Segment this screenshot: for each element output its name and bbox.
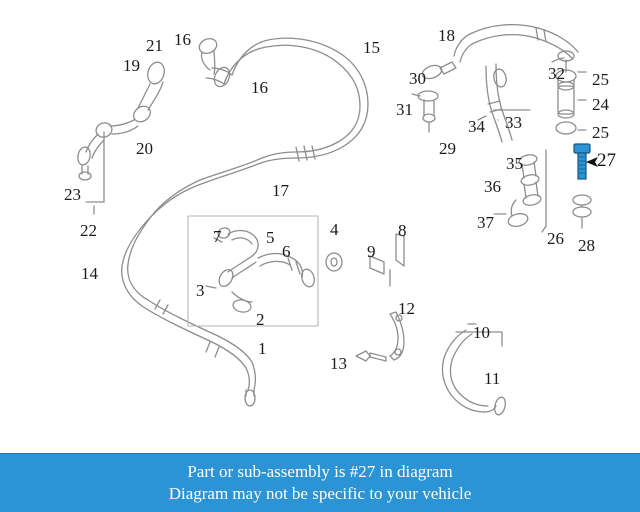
callout-35[interactable]: 35 (506, 154, 523, 173)
callout-22[interactable]: 22 (80, 221, 97, 240)
callout-25-upper[interactable]: 25 (592, 70, 609, 89)
callout-37[interactable]: 37 (477, 213, 494, 232)
callout-8[interactable]: 8 (398, 221, 407, 240)
callout-6[interactable]: 6 (282, 242, 291, 261)
callout-24[interactable]: 24 (592, 95, 609, 114)
callout-11[interactable]: 11 (484, 369, 501, 388)
footer-line-1: Part or sub-assembly is #27 in diagram (187, 462, 453, 481)
callout-7[interactable]: 7 (213, 227, 222, 246)
callout-16-lower[interactable]: 16 (251, 78, 268, 97)
callout-28[interactable]: 28 (578, 236, 595, 255)
footer-banner (0, 453, 640, 512)
callout-5[interactable]: 5 (266, 228, 275, 247)
callout-19[interactable]: 19 (123, 56, 140, 75)
callout-21[interactable]: 21 (146, 36, 163, 55)
callout-36[interactable]: 36 (484, 177, 501, 196)
callout-14[interactable]: 14 (81, 264, 98, 283)
callout-26[interactable]: 26 (547, 229, 564, 248)
callout-9[interactable]: 9 (367, 242, 376, 261)
callout-32[interactable]: 32 (548, 64, 565, 83)
callout-15[interactable]: 15 (363, 38, 380, 57)
callout-18[interactable]: 18 (438, 26, 455, 45)
callout-13[interactable]: 13 (330, 354, 347, 373)
callout-12[interactable]: 12 (398, 299, 415, 318)
callout-4[interactable]: 4 (330, 220, 339, 239)
callout-20[interactable]: 20 (136, 139, 153, 158)
callout-25-lower[interactable]: 25 (592, 123, 609, 142)
callout-29[interactable]: 29 (439, 139, 456, 158)
callout-16-upper[interactable]: 16 (174, 30, 191, 49)
callout-23[interactable]: 23 (64, 185, 81, 204)
callout-2[interactable]: 2 (256, 310, 265, 329)
callout-27[interactable]: 27 (597, 150, 616, 171)
callout-33[interactable]: 33 (505, 113, 522, 132)
callout-34[interactable]: 34 (468, 117, 485, 136)
callout-30[interactable]: 30 (409, 69, 426, 88)
callout-3[interactable]: 3 (196, 281, 205, 300)
callout-1[interactable]: 1 (258, 339, 267, 358)
callout-10[interactable]: 10 (473, 323, 490, 342)
footer-line-2: Diagram may not be specific to your vehicle (168, 484, 472, 503)
callout-17[interactable]: 17 (272, 181, 289, 200)
callout-31[interactable]: 31 (396, 100, 413, 119)
